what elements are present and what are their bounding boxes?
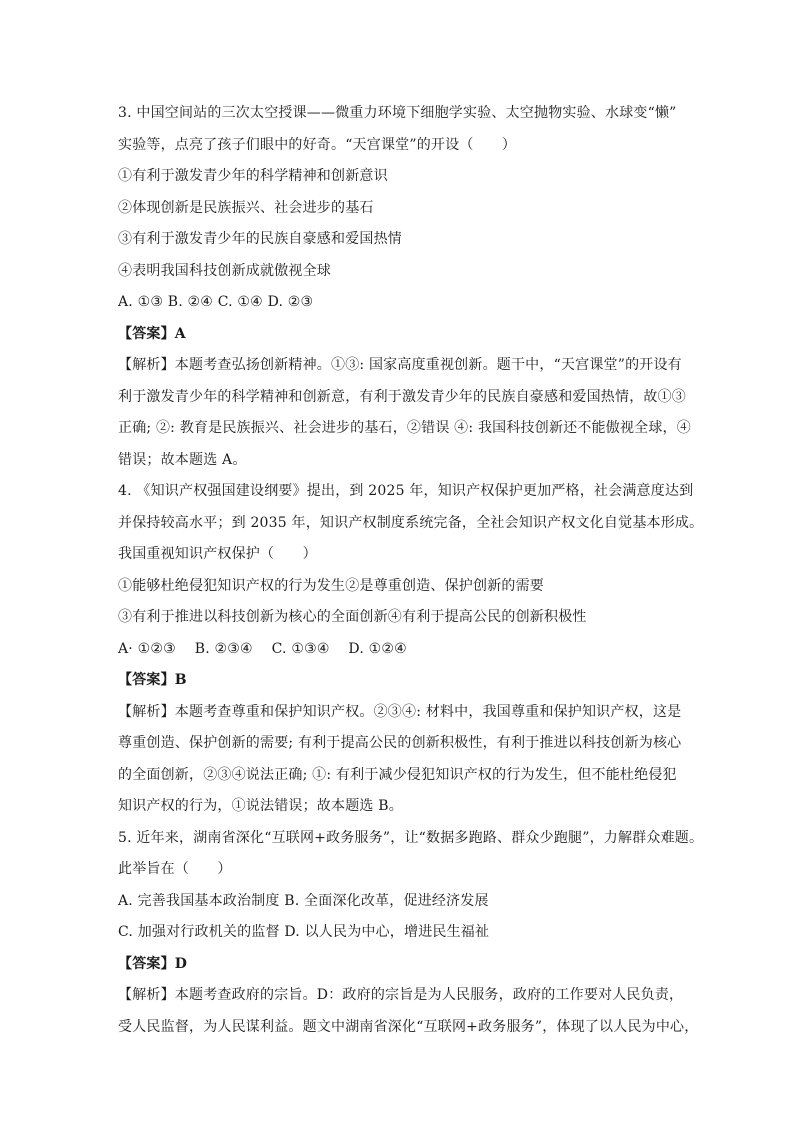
- answer-choices: A· ①②③ B. ②③④ C. ①③④ D. ①②④: [118, 640, 407, 657]
- answer-label: 【答案】D: [118, 955, 188, 972]
- statement-option: ④表明我国科技创新成就傲视全球: [118, 262, 331, 279]
- question-stem: 并保持较高水平；到 2035 年，知识产权制度系统完备，全社会知识产权文化自觉基本形成。: [118, 514, 704, 531]
- question-stem: 3. 中国空间站的三次太空授课——微重力环境下细胞学实验、太空抛物实验、水球变“懒”: [118, 105, 677, 121]
- answer-label: 【答案】B: [118, 672, 187, 688]
- analysis-text: 的全面创新，②③④说法正确; ①: 有利于减少侵犯知识产权的行为发生，但不能杜绝侵犯: [118, 766, 677, 783]
- document-page: [118, 98, 704, 1043]
- answer-choices: A. 完善我国基本政治制度 B. 全面深化改革，促进经济发展: [118, 892, 489, 909]
- question-4: [118, 476, 704, 823]
- answer-choices: A. ①③ B. ②④ C. ①④ D. ②③: [118, 294, 314, 310]
- question-stem: 此举旨在（ ）: [118, 861, 232, 877]
- answer-label: 【答案】A: [118, 325, 186, 342]
- question-stem: 5. 近年来，湖南省深化“互联网+政务服务”，让“数据多跑路、群众少跑腿”，力解群众难题。: [118, 829, 704, 846]
- statement-option: ①能够杜绝侵犯知识产权的行为发生②是尊重创造、保护创新的需要: [118, 577, 544, 594]
- statement-option: ③有利于推进以科技创新为核心的全面创新④有利于提高公民的创新积极性: [118, 609, 587, 625]
- answer-choices: C. 加强对行政机关的监督 D. 以人民为中心，增进民生福祉: [118, 924, 490, 940]
- statement-option: ①有利于激发青少年的科学精神和创新意识: [118, 168, 388, 184]
- analysis-text: 正确; ②: 教育是民族振兴、社会进步的基石，②错误 ④: 我国科技创新还不能傲视全球，④: [118, 420, 691, 436]
- question-stem: 我国重视知识产权保护（ ）: [118, 546, 317, 562]
- analysis-text: 【解析】本题考查尊重和保护知识产权。②③④: 材料中，我国尊重和保护知识产权，这是: [118, 703, 682, 720]
- question-stem: 4. 《知识产权强国建设纲要》提出，到 2025 年，知识产权保护更加严格，社会满意度达到: [118, 483, 694, 499]
- analysis-text: 利于激发青少年的科学精神和创新意，有利于激发青少年的民族自豪感和爱国热情，故①③: [118, 388, 686, 405]
- question-5: [118, 823, 704, 1044]
- analysis-text: 【解析】本题考查政府的宗旨。D：政府的宗旨是为人民服务，政府的工作要对人民负责，: [118, 987, 684, 1003]
- analysis-text: 错误；故本题选 A。: [118, 451, 247, 468]
- statement-option: ②体现创新是民族振兴、社会进步的基石: [118, 199, 374, 216]
- analysis-text: 受人民监督，为人民谋利益。题文中湖南省深化“互联网+政务服务”，体现了以人民为中心，: [118, 1018, 699, 1035]
- analysis-text: 尊重创造、保护创新的需要; 有利于提高公民的创新积极性，有利于推进以科技创新为核心: [118, 735, 682, 751]
- question-3: [118, 98, 691, 476]
- analysis-text: 【解析】本题考查弘扬创新精神。①③: 国家高度重视创新。题干中，“天宫课堂”的开设有: [118, 357, 682, 373]
- analysis-text: 知识产权的行为，①说法错误；故本题选 B。: [118, 798, 403, 814]
- question-stem: 实验等，点亮了孩子们眼中的好奇。“天宫课堂”的开设（ ）: [118, 136, 517, 153]
- statement-option: ③有利于激发青少年的民族自豪感和爱国热情: [118, 231, 402, 247]
